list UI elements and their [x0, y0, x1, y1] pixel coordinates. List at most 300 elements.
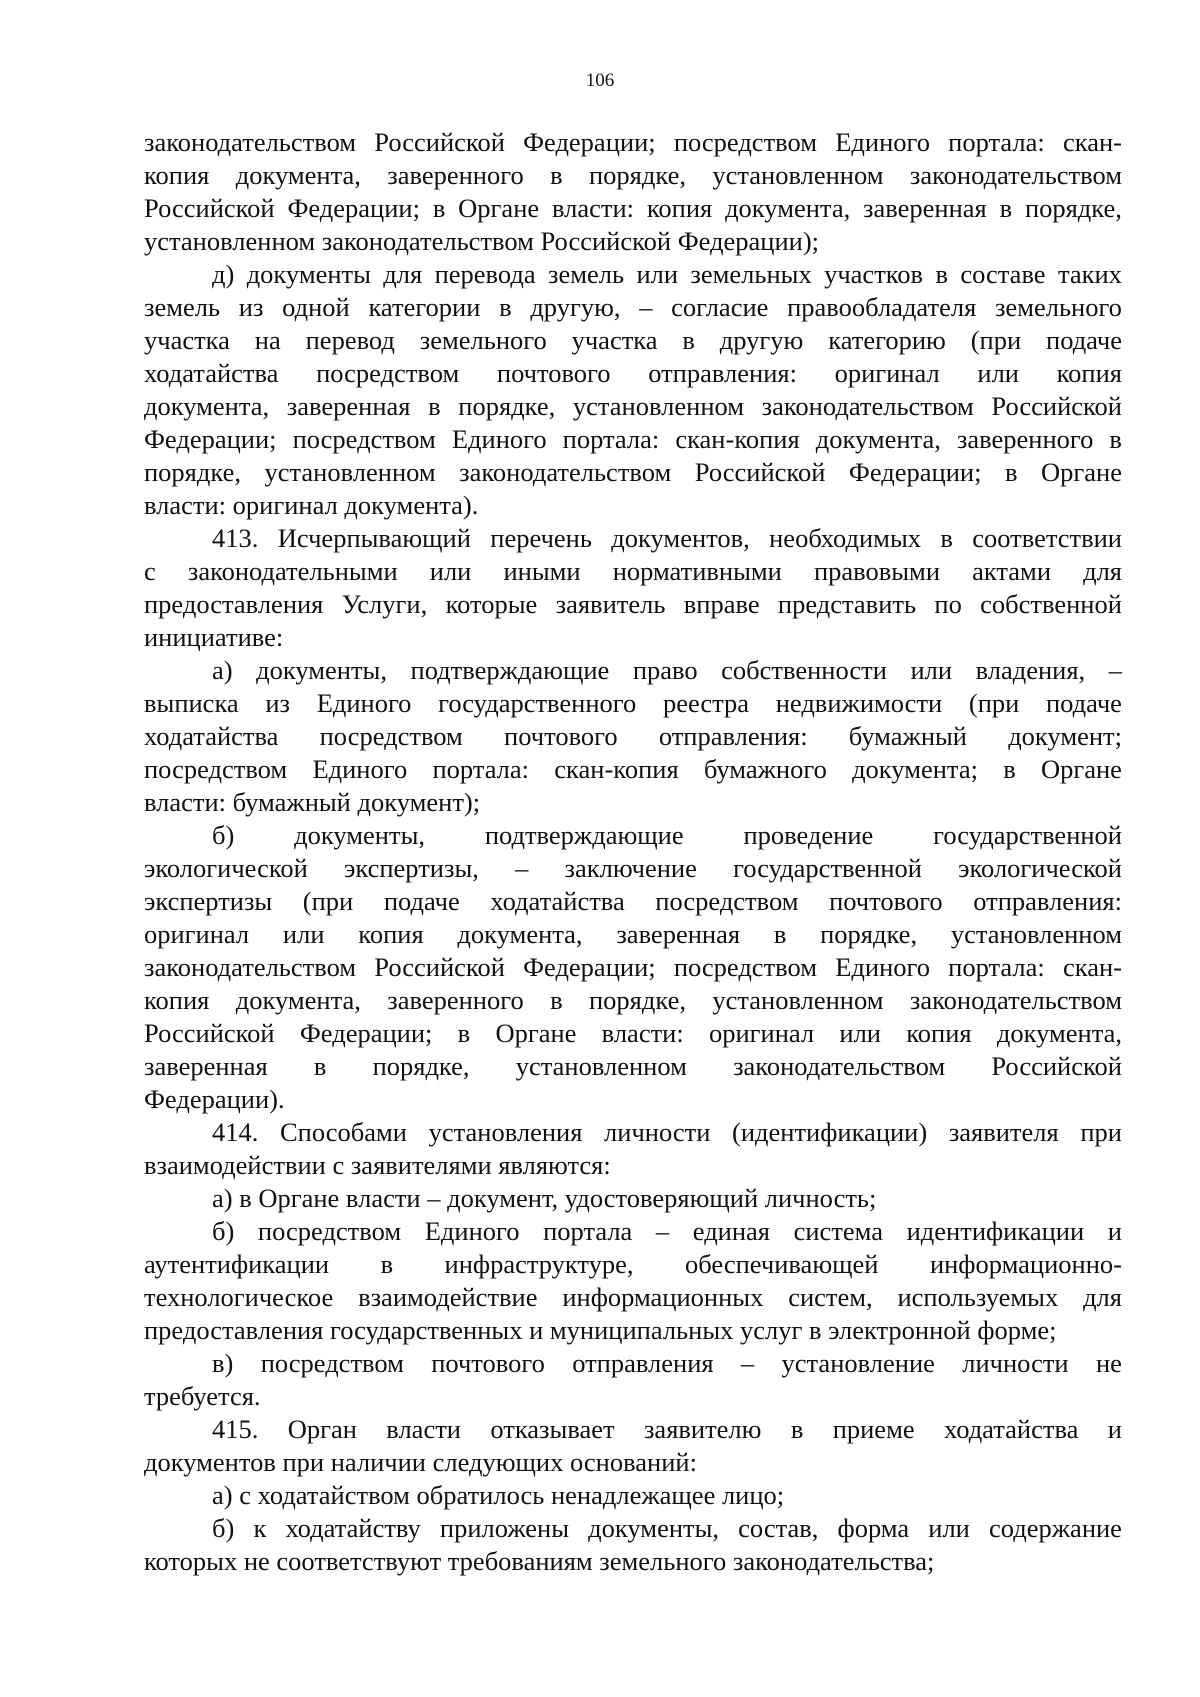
text-word: Органе	[1040, 754, 1122, 784]
text-word: в	[773, 919, 787, 949]
text-word: установления	[428, 1117, 583, 1147]
text-word: (идентификации)	[732, 1117, 928, 1147]
text-word: ходатайства	[943, 1414, 1079, 1444]
text-word: подаче	[383, 886, 460, 916]
text-word: почтового	[496, 358, 611, 388]
text-word: и	[1107, 1414, 1122, 1444]
text-line	[144, 1182, 1122, 1215]
text-word: установленном	[712, 160, 884, 190]
text-word: личности	[604, 1117, 711, 1147]
text-word: бумажный	[848, 721, 967, 751]
text-line	[144, 819, 1122, 852]
text-word: заверенная	[863, 193, 987, 223]
text-word: Российской	[144, 1018, 275, 1048]
text-word: скан-	[1062, 127, 1122, 157]
text-word: в	[1004, 457, 1018, 487]
text-line-content: установленном законодательством Российской Федерации);	[144, 226, 820, 256]
text-word: 414.	[212, 1117, 259, 1147]
text-line	[144, 918, 1122, 951]
text-word: или	[839, 1018, 881, 1048]
text-word: государственной	[733, 853, 922, 883]
text-word: посредством	[655, 886, 799, 916]
text-word: установленном	[515, 1051, 687, 1081]
text-word: или	[282, 919, 325, 949]
text-word: земельного	[994, 292, 1122, 322]
text-word: в	[432, 193, 446, 223]
text-line	[144, 885, 1122, 918]
text-word: нормативными	[612, 556, 782, 586]
text-line	[144, 951, 1122, 984]
text-word: приеме	[832, 1414, 915, 1444]
text-word: законодательством	[761, 391, 974, 421]
text-line	[144, 1248, 1122, 1281]
text-word: личности	[962, 1348, 1069, 1378]
text-word: документ;	[1008, 721, 1122, 751]
text-word: для	[1083, 1282, 1122, 1312]
text-word: в	[313, 1051, 327, 1081]
text-line	[144, 489, 1122, 522]
text-word: копия	[646, 193, 713, 223]
text-word: документа,	[235, 985, 361, 1015]
text-word: необходимых	[769, 523, 922, 553]
text-word: власти:	[551, 193, 635, 223]
text-word: предоставления	[144, 589, 324, 619]
text-word: заверенного	[956, 424, 1094, 454]
text-word: проведение	[743, 820, 874, 850]
text-word: оригинал	[144, 919, 250, 949]
text-word: заявитель	[555, 589, 666, 619]
text-line-content: которых не соответствуют требованиям земельного законодательства;	[144, 1546, 935, 1576]
text-word: заявителю	[643, 1414, 762, 1444]
text-word: Федерации;	[523, 127, 656, 157]
text-word: в	[499, 292, 512, 322]
text-word: порядке,	[144, 457, 241, 487]
text-word: или	[928, 1513, 970, 1543]
text-word: (при	[968, 688, 1020, 718]
text-word: Услуги,	[341, 589, 428, 619]
text-word: 415.	[212, 1414, 259, 1444]
text-word: взаимодействие	[358, 1282, 538, 1312]
text-word: копия	[144, 985, 210, 1015]
text-line	[144, 1347, 1122, 1380]
text-word: (при	[302, 886, 354, 916]
text-word: скан-копия	[554, 754, 679, 784]
text-line	[144, 126, 1122, 159]
text-word: установленном	[950, 919, 1122, 949]
text-word: в	[1109, 424, 1122, 454]
text-line	[144, 753, 1122, 786]
text-word: копия	[906, 1018, 972, 1048]
text-word: подаче	[1046, 325, 1122, 355]
text-line	[144, 621, 1122, 654]
text-word: портала:	[432, 754, 530, 784]
text-word: посредством	[144, 754, 288, 784]
text-line	[144, 390, 1122, 423]
text-word: иными	[503, 556, 581, 586]
text-word: категории	[368, 292, 481, 322]
text-word: из	[265, 688, 291, 718]
text-word: в	[682, 325, 695, 355]
text-word: Единого	[424, 1216, 520, 1246]
text-word: документа,	[235, 160, 361, 190]
text-word: документы	[246, 259, 371, 289]
text-word: экологической	[958, 853, 1122, 883]
text-word: законодательством	[733, 1051, 946, 1081]
text-word: портала:	[948, 127, 1045, 157]
text-word: в	[1003, 754, 1016, 784]
text-word: порядке,	[589, 160, 686, 190]
text-word: собственности	[721, 655, 887, 685]
text-word: законодательством	[144, 952, 357, 982]
text-word: или	[429, 556, 472, 586]
text-word: актами	[972, 556, 1051, 586]
text-word: власти	[386, 1414, 461, 1444]
text-line	[144, 687, 1122, 720]
text-word: приложены	[439, 1513, 570, 1543]
text-word: скан-копия	[675, 424, 800, 454]
page-number: 106	[585, 70, 615, 91]
text-word: порядке,	[820, 919, 918, 949]
text-word: Федерации;	[299, 1018, 433, 1048]
text-word: установленном	[572, 391, 745, 421]
text-word: технологическое	[144, 1282, 334, 1312]
text-word: единая	[692, 1216, 770, 1246]
text-word: правообладателя	[787, 292, 977, 322]
text-line	[144, 522, 1122, 555]
text-word: и	[1107, 1216, 1122, 1246]
text-word: Федерации;	[144, 424, 277, 454]
text-line-content: предоставления государственных и муниципальных услуг в электронной форме;	[144, 1315, 1057, 1345]
text-line	[144, 324, 1122, 357]
text-word: земельного	[419, 325, 547, 355]
text-line	[144, 1281, 1122, 1314]
text-word: содержание	[989, 1513, 1122, 1543]
text-word: посредством	[292, 424, 436, 454]
text-word: составе	[960, 259, 1046, 289]
text-word: 413.	[212, 523, 259, 553]
text-word: порядке,	[372, 1051, 470, 1081]
text-word: Единого	[316, 688, 412, 718]
text-word: документа,	[457, 919, 583, 949]
text-word: в	[940, 523, 953, 553]
text-word: порядке,	[458, 391, 556, 421]
text-word: подаче	[1046, 688, 1122, 718]
text-word: инфраструктуре,	[444, 1249, 634, 1279]
text-line	[144, 1116, 1122, 1149]
text-word: или	[910, 655, 953, 685]
text-line-content: инициативе:	[144, 622, 284, 652]
text-line	[144, 1149, 1122, 1182]
text-word: в	[935, 259, 948, 289]
text-word: в	[380, 1249, 394, 1279]
text-word: документа;	[852, 754, 978, 784]
text-word: с	[144, 556, 156, 586]
text-word: Российской	[374, 127, 505, 157]
text-word: Российской	[144, 193, 275, 223]
text-word: земельных	[690, 259, 812, 289]
text-word: заверенного	[387, 985, 524, 1015]
text-word: а)	[212, 655, 233, 685]
text-word: заверенная	[286, 391, 411, 421]
text-word: почтового	[431, 1348, 545, 1378]
text-word: в	[457, 1018, 471, 1048]
text-word: ходатайству	[285, 1513, 421, 1543]
text-line	[144, 1413, 1122, 1446]
text-line	[144, 291, 1122, 324]
text-word: при	[1080, 1117, 1122, 1147]
text-line	[144, 1215, 1122, 1248]
text-word: документы,	[294, 820, 425, 850]
text-word: посредством	[673, 127, 818, 157]
text-word: одной	[282, 292, 350, 322]
text-word: не	[1095, 1348, 1122, 1378]
text-word: оригинал	[834, 358, 940, 388]
text-word: заверенная	[616, 919, 741, 949]
text-word: отправления:	[973, 886, 1122, 916]
text-line	[144, 555, 1122, 588]
text-word: ходатайства	[144, 358, 279, 388]
text-word: установление	[781, 1348, 935, 1378]
text-line	[144, 786, 1122, 819]
text-line-content: требуется.	[144, 1381, 261, 1411]
text-line-content: власти: бумажный документ);	[144, 787, 481, 817]
text-word: информационных	[562, 1282, 764, 1312]
text-word: представить	[777, 589, 917, 619]
text-word: посредством	[316, 358, 460, 388]
text-word: информационно-	[929, 1249, 1122, 1279]
text-word: правовыми	[813, 556, 940, 586]
text-word: для	[1083, 556, 1122, 586]
text-word: –	[655, 1216, 670, 1246]
text-word: Органе	[458, 193, 540, 223]
text-word: Российской	[991, 391, 1122, 421]
text-word: портала	[543, 1216, 633, 1246]
text-word: оригинал	[708, 1018, 815, 1048]
text-word: обеспечивающей	[685, 1249, 879, 1279]
text-word: по	[934, 589, 962, 619]
text-line	[144, 1479, 1122, 1512]
text-word: Единого	[835, 952, 930, 982]
text-word: Федерации;	[848, 457, 982, 487]
text-word: которые	[445, 589, 538, 619]
text-word: документа,	[815, 424, 941, 454]
text-word: или	[636, 259, 679, 289]
text-word: –	[740, 1348, 755, 1378]
text-word: другую,	[530, 292, 621, 322]
text-line	[144, 588, 1122, 621]
text-word: установленном	[712, 985, 884, 1015]
text-word: в	[550, 160, 563, 190]
text-word: в	[999, 193, 1013, 223]
text-word: документов,	[611, 523, 750, 553]
text-word: подтверждающие	[410, 655, 610, 685]
text-word: согласие	[671, 292, 769, 322]
text-word: установленном	[264, 457, 436, 487]
text-word: используемых	[897, 1282, 1059, 1312]
text-word: Способами	[280, 1117, 407, 1147]
text-word: –	[1108, 655, 1122, 685]
text-word: ходатайства	[490, 886, 625, 916]
text-word: государственного	[438, 688, 637, 718]
text-word: категорию	[828, 325, 946, 355]
text-word: Органе	[1041, 457, 1122, 487]
text-word: Орган	[287, 1414, 357, 1444]
text-word: участка	[571, 325, 658, 355]
text-word: для	[383, 259, 423, 289]
text-word: посредством	[260, 1348, 404, 1378]
text-word: Единого	[451, 424, 547, 454]
text-word: Федерации;	[287, 193, 420, 223]
text-word: отправления:	[658, 721, 808, 751]
document-body	[144, 126, 1122, 1578]
text-word: система	[793, 1216, 884, 1246]
text-word: копия	[1056, 358, 1122, 388]
text-line	[144, 1446, 1122, 1479]
text-line	[144, 1512, 1122, 1545]
text-word: на	[254, 325, 281, 355]
text-word: отправления	[572, 1348, 714, 1378]
text-word: другую	[719, 325, 804, 355]
text-word: посредством	[257, 1216, 402, 1246]
text-word: документа,	[996, 1018, 1122, 1048]
text-word: участков	[824, 259, 924, 289]
text-word: аутентификации	[144, 1249, 330, 1279]
text-word: отправления:	[648, 358, 797, 388]
text-line	[144, 1083, 1122, 1116]
text-word: в	[790, 1414, 804, 1444]
text-line	[144, 225, 1122, 258]
text-word: экспертизы	[144, 886, 273, 916]
text-word: законодательством	[909, 985, 1122, 1015]
text-word: документы,	[588, 1513, 720, 1543]
text-line-content: а) с ходатайством обратилось ненадлежащее лицо;	[212, 1480, 785, 1510]
text-word: Исчерпывающий	[277, 523, 471, 553]
text-word: или	[977, 358, 1019, 388]
text-word: заявителя	[948, 1117, 1059, 1147]
text-line	[144, 159, 1122, 192]
text-line	[144, 258, 1122, 291]
text-line	[144, 456, 1122, 489]
text-line	[144, 852, 1122, 885]
text-line	[144, 654, 1122, 687]
text-word: земель	[547, 259, 625, 289]
text-word: бумажного	[703, 754, 827, 784]
text-word: б)	[212, 1513, 235, 1543]
text-word: земель	[144, 292, 221, 322]
text-word: –	[515, 853, 529, 883]
text-word: Федерации;	[523, 952, 656, 982]
text-word: порядке,	[1024, 193, 1122, 223]
text-word: таких	[1057, 259, 1122, 289]
text-line	[144, 1017, 1122, 1050]
text-word: в)	[212, 1348, 234, 1378]
text-word: участка	[144, 325, 230, 355]
text-word: порядке,	[589, 985, 686, 1015]
text-line	[144, 1380, 1122, 1413]
text-word: законодательными	[187, 556, 398, 586]
text-word: законодательством	[459, 457, 672, 487]
text-word: Российской	[694, 457, 826, 487]
text-word: заключение	[564, 853, 697, 883]
text-word: копия	[358, 919, 424, 949]
text-line-content: а) в Органе власти – документ, удостоверяющий личность;	[212, 1183, 877, 1213]
text-line	[144, 720, 1122, 753]
text-word: Российской	[374, 952, 505, 982]
text-line-content: взаимодействии с заявителями являются:	[144, 1150, 611, 1180]
text-word: систем,	[788, 1282, 873, 1312]
text-line	[144, 192, 1122, 225]
text-word: портала:	[948, 952, 1045, 982]
text-word: Единого	[835, 127, 930, 157]
text-line-content: документов при наличии следующих оснований:	[144, 1447, 697, 1477]
text-word: владения,	[975, 655, 1086, 685]
text-word: законодательством	[909, 160, 1122, 190]
text-line	[144, 357, 1122, 390]
text-line	[144, 1314, 1122, 1347]
text-word: почтового	[829, 886, 943, 916]
text-word: реестра	[662, 688, 750, 718]
text-word: перевод	[305, 325, 395, 355]
text-word: законодательством	[144, 127, 357, 157]
text-line	[144, 984, 1122, 1017]
text-word: собственной	[980, 589, 1122, 619]
text-word: портала:	[562, 424, 660, 454]
text-word: форма	[837, 1513, 910, 1543]
text-word: Единого	[312, 754, 408, 784]
text-word: заверенного	[387, 160, 524, 190]
text-word: соответствии	[972, 523, 1122, 553]
text-word: из	[238, 292, 264, 322]
text-word: заверенная	[144, 1051, 268, 1081]
text-word: (при	[970, 325, 1022, 355]
text-word: посредством	[319, 721, 463, 751]
text-line	[144, 1050, 1122, 1083]
text-word: документы,	[256, 655, 387, 685]
text-word: идентификации	[906, 1216, 1085, 1246]
text-word: посредством	[673, 952, 818, 982]
text-line-content: власти: оригинал документа).	[144, 490, 479, 520]
text-word: недвижимости	[775, 688, 943, 718]
text-word: скан-	[1062, 952, 1122, 982]
text-word: д)	[212, 259, 235, 289]
text-word: копия	[144, 160, 210, 190]
text-word: почтового	[504, 721, 618, 751]
text-word: экологической	[144, 853, 308, 883]
text-word: в	[550, 985, 563, 1015]
text-line-content: Федерации).	[144, 1084, 285, 1114]
text-word: документа,	[144, 391, 270, 421]
text-word: –	[639, 292, 653, 322]
text-word: состав,	[738, 1513, 819, 1543]
text-word: подтверждающие	[484, 820, 684, 850]
text-word: в	[428, 391, 441, 421]
text-word: Российской	[991, 1051, 1122, 1081]
text-word: отказывает	[490, 1414, 615, 1444]
text-word: выписка	[144, 688, 239, 718]
text-word: б)	[212, 1216, 235, 1246]
text-word: ходатайства	[144, 721, 279, 751]
text-line	[144, 1545, 1122, 1578]
text-word: вправе	[683, 589, 760, 619]
text-word: государственной	[933, 820, 1122, 850]
text-word: перевода	[434, 259, 536, 289]
text-word: перечень	[490, 523, 592, 553]
text-word: право	[632, 655, 698, 685]
text-word: документа,	[725, 193, 851, 223]
text-word: Органе	[495, 1018, 577, 1048]
text-word: к	[253, 1513, 267, 1543]
text-word: экспертизы,	[344, 853, 479, 883]
